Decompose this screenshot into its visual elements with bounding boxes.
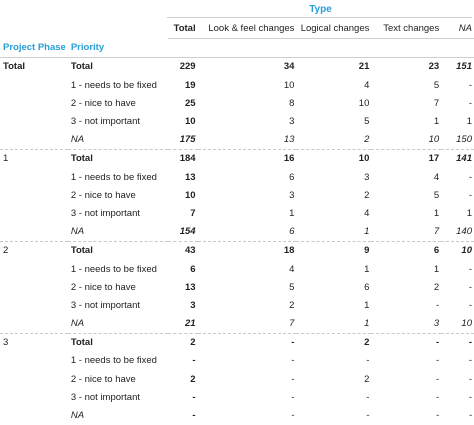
project-phase-cell — [0, 113, 68, 131]
value-cell: - — [291, 373, 295, 385]
column-header-total: Total — [168, 20, 198, 39]
table-row — [0, 169, 474, 187]
value-cell: - — [366, 391, 370, 403]
value-cell: 23 — [371, 58, 441, 77]
priority-cell: 3 - not important — [70, 299, 141, 311]
value-cell: 1 — [364, 263, 370, 275]
value-cell: 17 — [371, 150, 441, 169]
project-phase-cell — [0, 77, 68, 95]
value-cell: 2 — [289, 299, 295, 311]
value-cell: 34 — [198, 58, 297, 77]
project-phase-cell: Total — [0, 58, 68, 77]
table-row — [0, 205, 474, 223]
value-cell: - — [468, 281, 472, 293]
value-cell: 6 — [371, 242, 441, 261]
value-cell: - — [192, 391, 196, 403]
value-cell: 7 — [289, 318, 295, 330]
value-cell: - — [468, 391, 472, 403]
value-cell: 8 — [289, 97, 295, 109]
value-cell: - — [291, 391, 295, 403]
type-header-rule — [167, 17, 472, 18]
value-cell: - — [436, 355, 440, 367]
value-cell: 1 — [289, 207, 295, 219]
priority-cell: NA — [70, 134, 85, 146]
value-cell: 10 — [283, 79, 295, 91]
table-row — [0, 315, 474, 334]
value-cell: 5 — [433, 79, 440, 91]
value-cell: - — [291, 410, 295, 422]
table-row — [0, 389, 474, 407]
column-header-text: Text changes — [371, 20, 441, 39]
value-cell: 13 — [185, 281, 196, 293]
priority-cell: 2 - nice to have — [70, 97, 136, 109]
priority-cell: Total — [68, 242, 168, 261]
priority-cell: 2 - nice to have — [70, 189, 136, 201]
value-cell: - — [468, 263, 472, 275]
value-cell: 10 — [461, 318, 472, 330]
column-header-look-feel: Look & feel changes — [198, 20, 297, 39]
value-cell: 4 — [433, 171, 440, 183]
value-cell: 13 — [283, 134, 295, 146]
table-row — [0, 150, 474, 169]
value-cell: 4 — [364, 79, 370, 91]
value-cell: 19 — [185, 79, 196, 91]
value-cell: 1 — [433, 207, 440, 219]
value-cell: 6 — [190, 263, 196, 275]
project-phase-cell — [0, 371, 68, 389]
value-cell: 13 — [185, 171, 196, 183]
value-cell: 2 — [190, 373, 196, 385]
column-header-na: NA — [441, 20, 474, 39]
priority-header: Priority — [68, 39, 168, 58]
value-cell: 6 — [289, 171, 295, 183]
priority-cell: 1 - needs to be fixed — [70, 263, 157, 275]
project-phase-cell — [0, 279, 68, 297]
project-phase-header: Project Phase — [0, 39, 68, 58]
value-cell: 151 — [441, 58, 474, 77]
value-cell: 1 — [364, 226, 370, 238]
table-row — [0, 407, 474, 425]
column-header-row — [0, 20, 474, 39]
table-row — [0, 242, 474, 261]
value-cell: 184 — [168, 150, 198, 169]
value-cell: 10 — [428, 134, 440, 146]
priority-cell: Total — [68, 58, 168, 77]
value-cell: 2 — [364, 373, 370, 385]
value-cell: - — [371, 334, 441, 353]
value-cell: 2 — [364, 189, 370, 201]
value-cell: 5 — [364, 116, 370, 128]
table-row — [0, 58, 474, 77]
project-phase-cell — [0, 223, 68, 242]
project-phase-cell — [0, 187, 68, 205]
value-cell: 3 — [289, 189, 295, 201]
priority-cell: NA — [70, 226, 85, 238]
value-cell: 154 — [179, 226, 196, 238]
value-cell: 2 — [168, 334, 198, 353]
project-phase-cell — [0, 95, 68, 113]
table-row — [0, 352, 474, 370]
value-cell: - — [436, 373, 440, 385]
value-cell: 3 — [190, 299, 196, 311]
table-row — [0, 334, 474, 353]
value-cell: 1 — [466, 116, 472, 128]
project-phase-cell — [0, 389, 68, 407]
project-phase-cell — [0, 169, 68, 187]
type-header: Type — [309, 4, 332, 15]
priority-cell: Total — [68, 334, 168, 353]
value-cell: 21 — [185, 318, 196, 330]
priority-cell: 3 - not important — [70, 391, 141, 403]
table-row — [0, 95, 474, 113]
value-cell: 18 — [198, 242, 297, 261]
priority-cell: NA — [70, 410, 85, 422]
value-cell: 4 — [289, 263, 295, 275]
priority-cell: 1 - needs to be fixed — [70, 79, 157, 91]
value-cell: 150 — [456, 134, 472, 146]
value-cell: - — [366, 410, 370, 422]
value-cell: - — [436, 299, 440, 311]
value-cell: - — [198, 334, 297, 353]
value-cell: 25 — [185, 97, 196, 109]
value-cell: - — [468, 299, 472, 311]
priority-cell: Total — [68, 150, 168, 169]
value-cell: 6 — [364, 281, 370, 293]
table-row — [0, 279, 474, 297]
header-spacer — [0, 20, 68, 39]
table-row — [0, 223, 474, 242]
value-cell: 2 — [433, 281, 440, 293]
value-cell: 5 — [289, 281, 295, 293]
value-cell: 229 — [168, 58, 198, 77]
value-cell: - — [468, 355, 472, 367]
value-cell: 5 — [433, 189, 440, 201]
project-phase-cell — [0, 260, 68, 278]
project-phase-cell — [0, 352, 68, 370]
project-phase-cell: 1 — [0, 150, 68, 169]
value-cell: 141 — [441, 150, 474, 169]
value-cell: - — [291, 355, 295, 367]
priority-cell: 1 - needs to be fixed — [70, 171, 157, 183]
value-cell: 43 — [168, 242, 198, 261]
value-cell: - — [468, 410, 472, 422]
value-cell: 10 — [185, 116, 196, 128]
value-cell: 10 — [185, 189, 196, 201]
value-cell: 2 — [296, 334, 371, 353]
table-row — [0, 371, 474, 389]
value-cell: - — [192, 410, 196, 422]
priority-cell: 2 - nice to have — [70, 281, 136, 293]
priority-cell: 3 - not important — [70, 116, 141, 128]
priority-cell: NA — [70, 318, 85, 330]
value-cell: 6 — [289, 226, 295, 238]
table-row — [0, 260, 474, 278]
table-row — [0, 187, 474, 205]
table-row — [0, 77, 474, 95]
project-phase-cell — [0, 205, 68, 223]
table-body — [0, 58, 474, 425]
value-cell: - — [441, 334, 474, 353]
table-row — [0, 131, 474, 150]
project-phase-cell — [0, 407, 68, 425]
column-header-logical: Logical changes — [296, 20, 371, 39]
value-cell: 1 — [364, 318, 370, 330]
value-cell: 1 — [466, 207, 472, 219]
value-cell: 21 — [296, 58, 371, 77]
value-cell: - — [468, 171, 472, 183]
value-cell: 1 — [433, 263, 440, 275]
table-row — [0, 113, 474, 131]
value-cell: 1 — [364, 299, 370, 311]
value-cell: 7 — [433, 97, 440, 109]
value-cell: 9 — [296, 242, 371, 261]
header-spacer — [68, 20, 168, 39]
value-cell: - — [468, 373, 472, 385]
value-cell: 16 — [198, 150, 297, 169]
value-cell: 7 — [433, 226, 440, 238]
project-phase-cell — [0, 315, 68, 334]
value-cell: 3 — [433, 318, 440, 330]
value-cell: 10 — [296, 150, 371, 169]
value-cell: 3 — [289, 116, 295, 128]
value-cell: 7 — [190, 207, 196, 219]
value-cell: - — [468, 97, 472, 109]
priority-cell: 3 - not important — [70, 207, 141, 219]
priority-cell: 2 - nice to have — [70, 373, 136, 385]
table-row — [0, 297, 474, 315]
value-cell: - — [468, 79, 472, 91]
value-cell: - — [468, 189, 472, 201]
value-cell: - — [436, 391, 440, 403]
value-cell: - — [366, 355, 370, 367]
project-phase-cell — [0, 297, 68, 315]
value-cell: - — [192, 355, 196, 367]
value-cell: 175 — [179, 134, 196, 146]
value-cell: 140 — [456, 226, 472, 238]
value-cell: 1 — [433, 116, 440, 128]
crosstab-table — [0, 20, 474, 425]
value-cell: 3 — [364, 171, 370, 183]
value-cell: 2 — [364, 134, 370, 146]
project-phase-cell: 2 — [0, 242, 68, 261]
project-phase-cell: 3 — [0, 334, 68, 353]
priority-cell: 1 - needs to be fixed — [70, 355, 157, 367]
project-phase-cell — [0, 131, 68, 150]
row-header-row — [0, 39, 474, 58]
value-cell: 10 — [358, 97, 370, 109]
value-cell: - — [436, 410, 440, 422]
value-cell: 4 — [364, 207, 370, 219]
value-cell: 10 — [441, 242, 474, 261]
